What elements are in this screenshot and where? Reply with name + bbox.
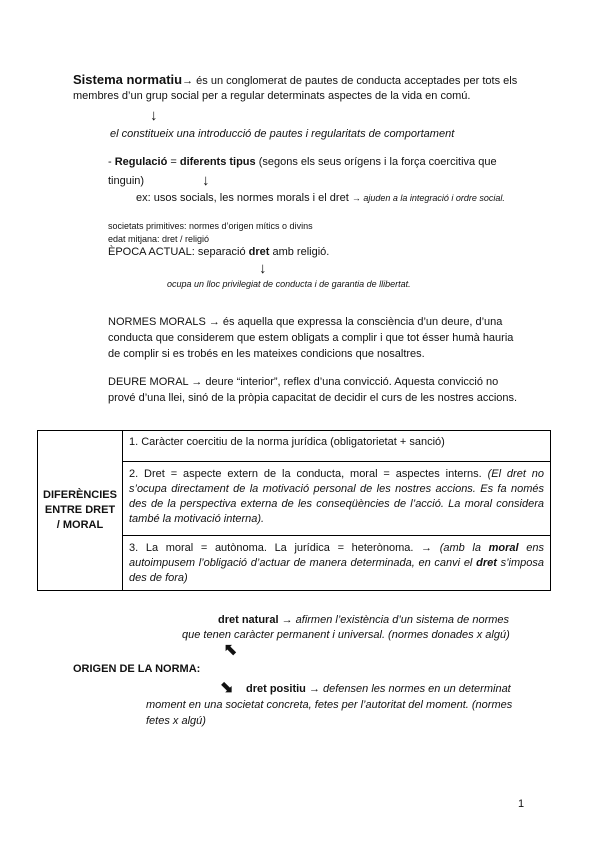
history-medieval: edat mitjana: dret / religió (108, 234, 210, 244)
row3-plain: 3. La moral = autònoma. La jurídica = heterònoma. → (129, 542, 440, 554)
origen-label: ORIGEN DE LA NORMA: (73, 663, 201, 675)
positiu-arrow: → (305, 683, 324, 695)
positiu-desc: defensen les normes en un determinat (323, 683, 511, 695)
regulacio-line-2: tinguin) (108, 175, 145, 187)
arrow-up-left-icon: ⬉ (224, 640, 239, 659)
page-number: 1 (518, 798, 525, 810)
intro-heading: Sistema normatiu (73, 72, 183, 87)
deure-moral-line-2: prové d’una llei, sinó de la pròpia capacitat de decidir el curs de les nostres accions. (108, 392, 518, 404)
dret-positiu-line-1 (246, 681, 511, 697)
equals: = (167, 156, 180, 168)
row3-italic: ens autoimpusem l’obligació d’actuar de manera determinada, en canvi el (129, 542, 544, 569)
regulacio-examples (136, 190, 505, 206)
intro-line-1 (73, 72, 517, 89)
regulacio-line-1 (108, 154, 525, 170)
normes-morals-line-3: de complir si es trobés en les mateixes condicions que nosaltres. (108, 348, 425, 360)
dret-natural-label: dret natural (218, 614, 279, 626)
row3-italic: (amb la (439, 542, 489, 554)
dash: - (108, 156, 115, 168)
history-current (108, 244, 329, 260)
epoca-post: amb religió. (269, 246, 330, 258)
history-note: ocupa un lloc privilegiat de conducta i de garantia de llibertat. (167, 279, 411, 289)
intro-note: el constitueix una introducció de pautes i regularitats de comportament (110, 128, 455, 140)
dret-natural-line-2: que tenen caràcter permanent i universal. (normes donades x algú) (182, 629, 510, 641)
table-row-1: 1. Caràcter coercitiu de la norma jurídica (obligatorietat + sanció) (123, 431, 551, 462)
label-line: DIFERÈNCIES (43, 489, 117, 501)
intro-text: és un conglomerat de pautes de conducta acceptades per tots els (193, 75, 518, 87)
normes-morals-line-1: NORMES MORALS → és aquella que expressa la consciència d’un deure, d’una (108, 316, 503, 328)
regulacio-desc: (segons els seus orígens i la força coercitiva que (255, 156, 497, 168)
down-arrow-icon: ↓ (150, 107, 158, 124)
regulacio-types: diferents tipus (179, 156, 256, 168)
row3-bold: moral (488, 542, 519, 554)
dret-positiu-label: dret positiu (246, 683, 306, 695)
dret-positiu-line-2: moment en una societat concreta, fetes per l’autoritat del moment. (normes (146, 699, 513, 711)
arrow-down-right-icon: ⬊ (219, 677, 234, 696)
row3-bold: dret (476, 557, 497, 569)
intro-line-2: membres d’un grup social per a regular determinats aspectes de la vida en comú. (73, 90, 471, 102)
examples-note: → ajuden a la integració i ordre social. (351, 193, 505, 203)
dret-positiu-line-3: fetes x algú) (146, 715, 206, 727)
differences-table (37, 430, 551, 591)
table-label (38, 431, 123, 591)
dret-natural-line-1 (218, 612, 509, 628)
row2-plain: 2. Dret = aspecte extern de la conducta, moral = aspectes interns. (129, 468, 488, 480)
normes-morals-line-2: conducta que considerem que estem obligats a complir i que tot ésser humà hauria (108, 332, 514, 344)
deure-moral-line-1: DEURE MORAL → deure “interior”, reflex d’una convicció. Aquesta convicció no (108, 376, 499, 388)
table-row-2 (123, 462, 551, 536)
examples-text: ex: usos socials, les normes morals i el dret (136, 192, 352, 204)
label-line: / MORAL (56, 519, 104, 531)
regulacio-label: Regulació (114, 156, 168, 168)
label-line: ENTRE DRET (44, 504, 116, 516)
down-arrow-icon: ↓ (259, 260, 267, 277)
table-row-3 (123, 536, 551, 591)
down-arrow-icon: ↓ (202, 172, 210, 189)
intro-arrow: → (182, 75, 194, 87)
history-primitive: societats primitives: normes d’origen mítics o divins (108, 221, 313, 231)
epoca-dret: dret (248, 246, 270, 258)
row2-italic: (El dret no s’ocupa directament de la motivació personal de les nostres accions. Es fa només des de la perspectiva externa de les conseqüències de l’acció. La moral considera també la motivació interna). (129, 468, 544, 525)
row3-italic: s’imposa des de fora) (129, 557, 544, 584)
natural-arrow: → (278, 614, 296, 626)
natural-desc: afirmen l’existència d’un sistema de normes (295, 614, 510, 626)
epoca-pre: ÈPOCA ACTUAL: separació (108, 246, 249, 258)
